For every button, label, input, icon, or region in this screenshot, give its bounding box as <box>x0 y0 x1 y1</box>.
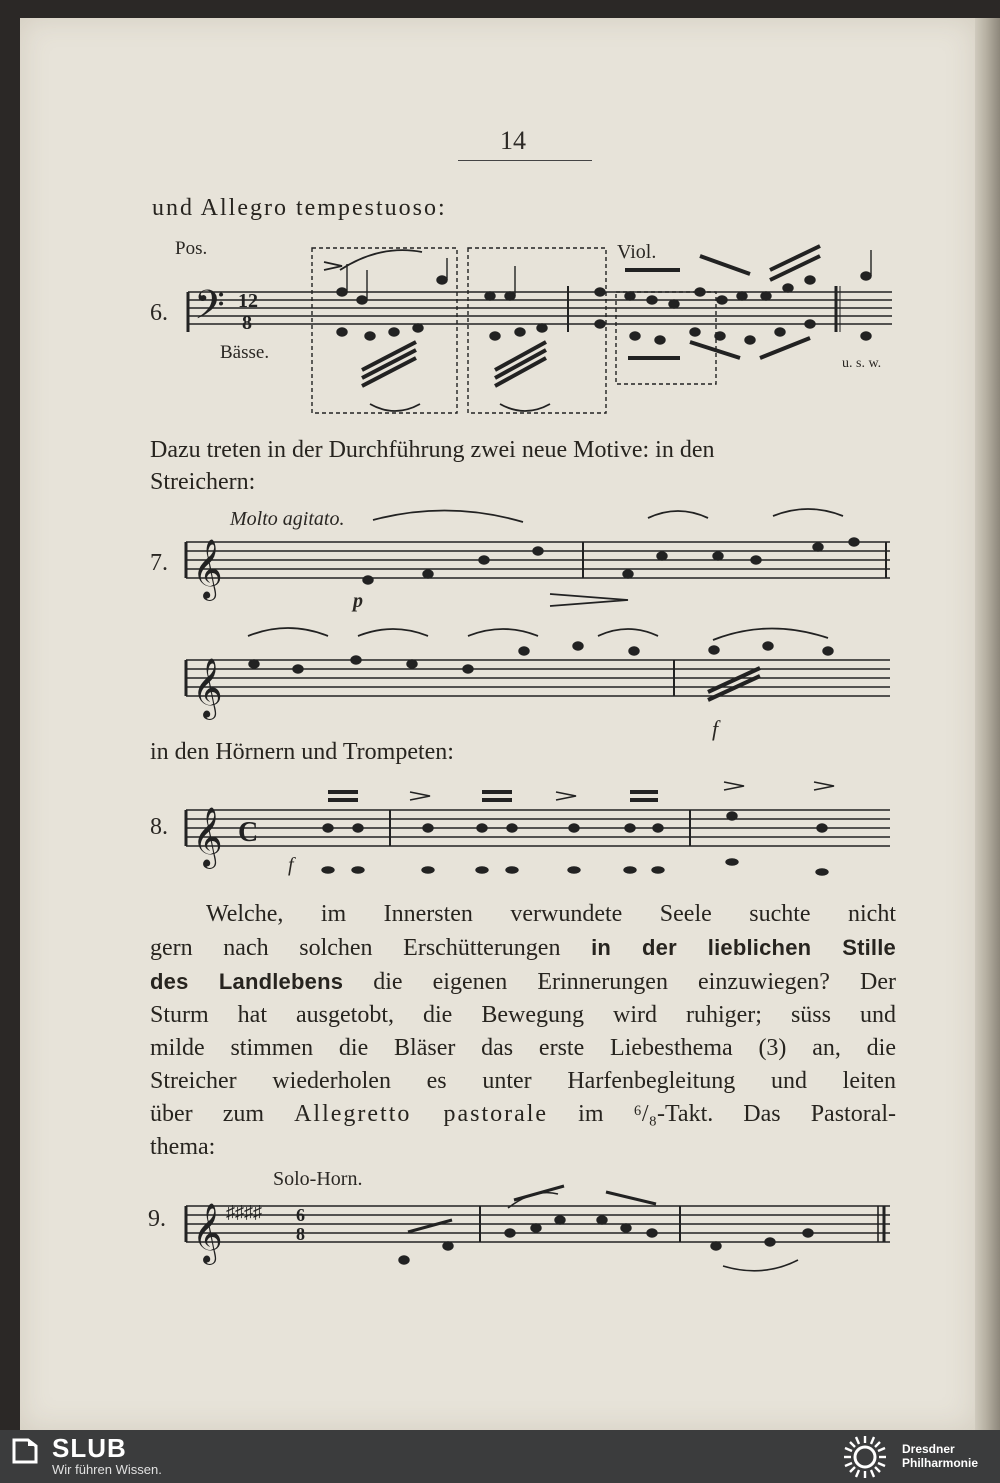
page-edge <box>975 18 1000 1430</box>
svg-text:C: C <box>238 817 259 848</box>
motive-text-line2: Streichern: <box>150 469 256 495</box>
svg-text:♯♯♯♯: ♯♯♯♯ <box>226 1202 262 1222</box>
svg-text:6: 6 <box>296 1205 305 1225</box>
ex9-instrument: Solo-Horn. <box>273 1168 363 1190</box>
para-line-8: thema: <box>150 1134 216 1160</box>
slub-logo-icon <box>12 1436 38 1464</box>
philharmonie-logo-icon <box>842 1434 888 1480</box>
para-line-3-b: die eigenen Erinnerungen einzuwiegen? Der <box>343 969 897 995</box>
para-line-2 <box>150 931 896 965</box>
para-line-7-a: über zum <box>150 1101 295 1127</box>
page-number: 14 <box>500 126 526 155</box>
svg-text:𝄞: 𝄞 <box>192 807 223 867</box>
motive-text-line1: Dazu treten in der Durchführung zwei neue Motive: in den <box>150 437 715 463</box>
para-line-5: milde stimmen die Bläser das erste Liebesthema (3) an, die <box>150 1035 896 1061</box>
svg-text:𝄞: 𝄞 <box>192 658 223 718</box>
partner-name <box>902 1442 978 1470</box>
ex9-number: 9. <box>148 1206 166 1232</box>
music-example-9 <box>178 1178 898 1288</box>
ex6-label-basses: Bässe. <box>220 342 270 363</box>
ex6-label-usw: u. s. w. <box>842 356 882 371</box>
para-line-2-bold: in der lieblichen Stille <box>591 935 896 960</box>
music-example-6 <box>180 240 900 420</box>
svg-text:𝄞: 𝄞 <box>192 1203 223 1263</box>
svg-text:8: 8 <box>242 312 252 334</box>
library-name: SLUB <box>52 1433 127 1463</box>
svg-text:8: 8 <box>296 1224 305 1244</box>
ex6-number: 6. <box>150 300 168 326</box>
svg-text:𝄢: 𝄢 <box>194 282 225 338</box>
ex7-dynamic-p: p <box>353 590 363 612</box>
ex6-label-viol: Viol. <box>617 241 657 263</box>
para-line-3-bold: des Landlebens <box>150 969 344 994</box>
para-line-2-a: gern nach solchen Erschütterungen <box>150 935 592 961</box>
horns-text: in den Hörnern und Trompeten: <box>150 739 454 765</box>
para-line-6: Streicher wiederholen es unter Harfenbegleitung und leiten <box>150 1068 896 1094</box>
footer-bar <box>0 1430 1000 1483</box>
intro-line: und Allegro tempestuoso: <box>152 195 447 221</box>
para-line-7-spaced: Allegretto pastorale <box>294 1101 549 1127</box>
page-number-rule <box>458 160 592 161</box>
ex8-dynamic-f: f <box>288 854 294 876</box>
para-line-3 <box>150 965 896 999</box>
para-line-4: Sturm hat ausgetobt, die Bewegung wird ruhiger; süss und <box>150 1002 896 1028</box>
ex6-label-pos: Pos. <box>175 238 208 259</box>
ex7-dynamic-f: f <box>712 716 719 741</box>
music-example-8 <box>178 780 898 890</box>
ex8-number: 8. <box>150 814 168 840</box>
para-line-7 <box>150 1098 896 1131</box>
partner-name-line2: Philharmonie <box>902 1456 979 1470</box>
para-line-7-c: im ⁶/₈-Takt. Das Pastoral- <box>548 1101 897 1127</box>
ex6-time-signature-top: 12 <box>238 290 258 312</box>
svg-text:𝄞: 𝄞 <box>192 539 223 599</box>
ex7-tempo: Molto agitato. <box>230 508 345 530</box>
ex7-number: 7. <box>150 550 168 576</box>
partner-name-line1: Dresdner <box>902 1442 955 1456</box>
para-line-1: Welche, im Innersten verwundete Seele suchte nicht <box>206 901 896 927</box>
music-example-7 <box>178 500 898 735</box>
library-tagline: Wir führen Wissen. <box>52 1462 162 1477</box>
